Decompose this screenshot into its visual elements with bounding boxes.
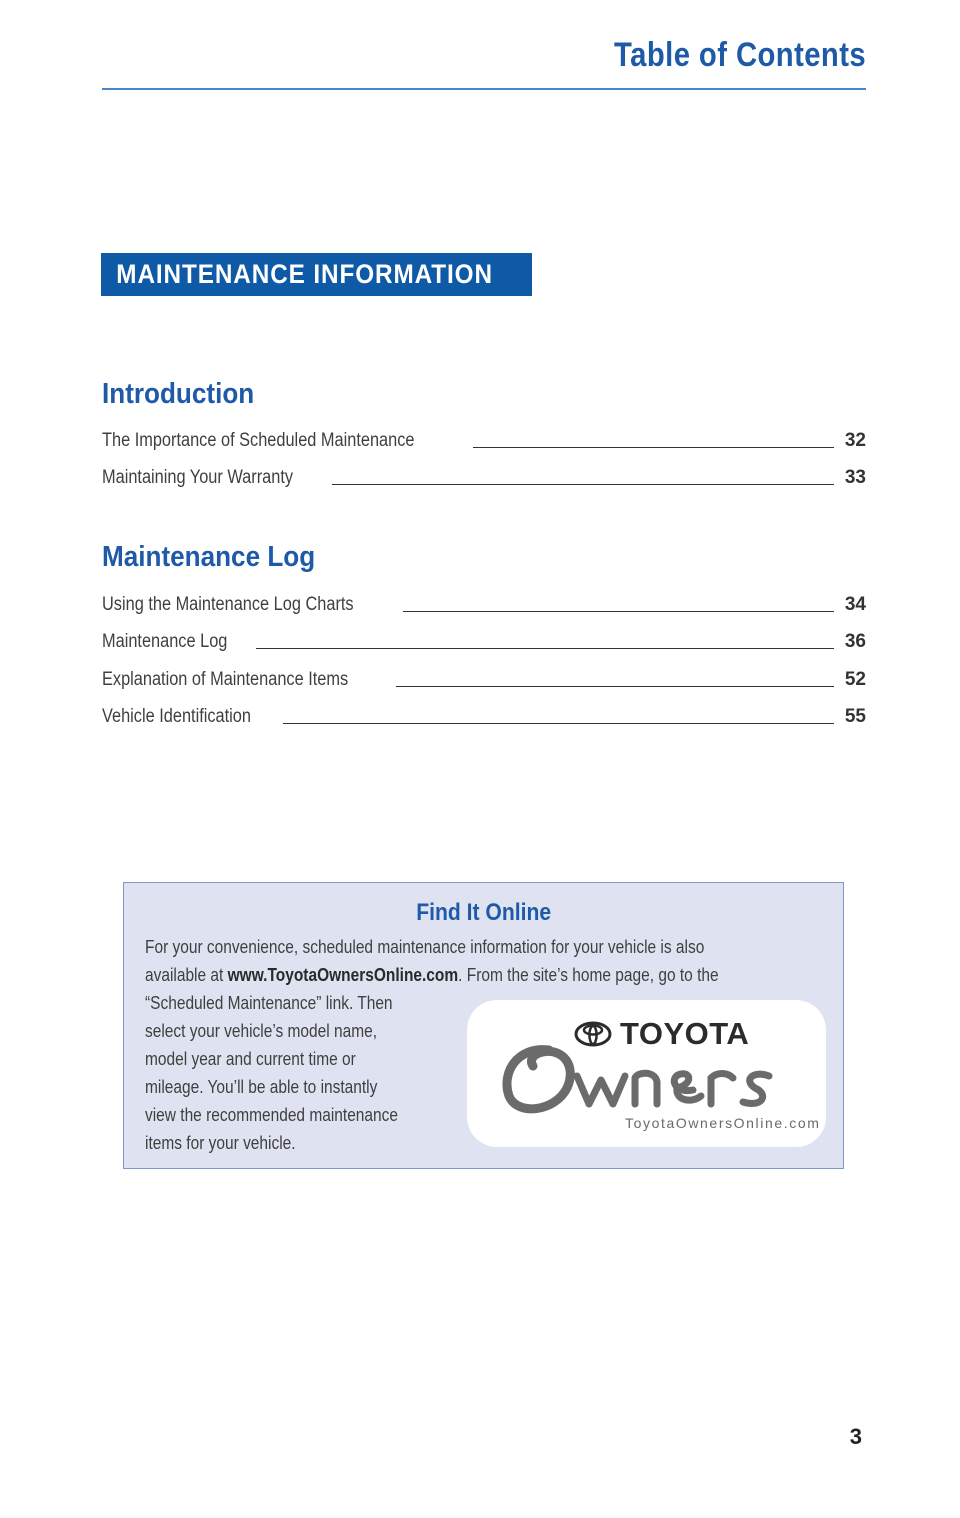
toc-leader-line <box>332 483 834 485</box>
header-divider <box>102 88 866 90</box>
toc-entry-label: Vehicle Identification <box>102 706 251 727</box>
find-online-line: select your vehicle’s model name, <box>145 1021 378 1041</box>
toc-entry[interactable] <box>102 426 866 452</box>
toc-entry-page: 34 <box>844 594 866 615</box>
toc-entry-label: The Importance of Scheduled Maintenance <box>102 430 415 451</box>
toc-entry-page: 32 <box>844 430 866 451</box>
toc-entry[interactable] <box>102 627 866 653</box>
owners-site-link[interactable]: www.ToyotaOwnersOnline.com <box>227 965 459 985</box>
find-online-line: view the recommended maintenance <box>145 1105 398 1125</box>
logo-url-text: ToyotaOwnersOnline.com <box>625 1115 821 1131</box>
toc-leader-line <box>473 446 834 448</box>
find-online-line: items for your vehicle. <box>145 1133 296 1153</box>
toyota-owners-logo <box>467 1000 826 1147</box>
toc-entry-label: Maintenance Log <box>102 631 228 652</box>
group-title-maintenance-log: Maintenance Log <box>102 541 316 573</box>
toc-entry-page: 52 <box>844 669 866 690</box>
find-online-title: Find It Online <box>416 899 551 926</box>
toc-entry-label: Using the Maintenance Log Charts <box>102 594 354 615</box>
find-online-line: model year and current time or <box>145 1049 356 1069</box>
toc-leader-line <box>403 610 834 612</box>
toc-entry-page: 55 <box>844 706 866 727</box>
group-title-introduction: Introduction <box>102 378 255 410</box>
toc-entry[interactable] <box>102 463 866 489</box>
find-online-line: For your convenience, scheduled maintenance information for your vehicle is also <box>145 937 705 957</box>
find-online-line: available at www.ToyotaOwnersOnline.com. From the site’s home page, go to the <box>145 965 719 985</box>
toc-entry[interactable] <box>102 665 866 691</box>
section-title: MAINTENANCE INFORMATION <box>116 259 493 289</box>
toyota-wordmark: TOYOTA <box>620 1016 750 1051</box>
page-number: 3 <box>849 1424 862 1449</box>
find-online-box <box>123 882 844 1169</box>
toc-entry[interactable] <box>102 590 866 616</box>
toc-leader-line <box>396 685 834 687</box>
page-title: Table of Contents <box>613 36 866 74</box>
toc-leader-line <box>283 722 834 724</box>
find-online-line: mileage. You’ll be able to instantly <box>145 1077 378 1097</box>
toc-entry[interactable] <box>102 702 866 728</box>
owners-script-icon <box>497 1028 787 1118</box>
toc-entry-label: Maintaining Your Warranty <box>102 467 294 488</box>
toc-leader-line <box>256 647 834 649</box>
toc-entry-page: 33 <box>844 467 866 488</box>
toc-entry-page: 36 <box>844 631 866 652</box>
section-banner <box>101 253 532 296</box>
toc-entry-label: Explanation of Maintenance Items <box>102 669 349 690</box>
find-online-line: “Scheduled Maintenance” link. Then <box>145 993 393 1013</box>
